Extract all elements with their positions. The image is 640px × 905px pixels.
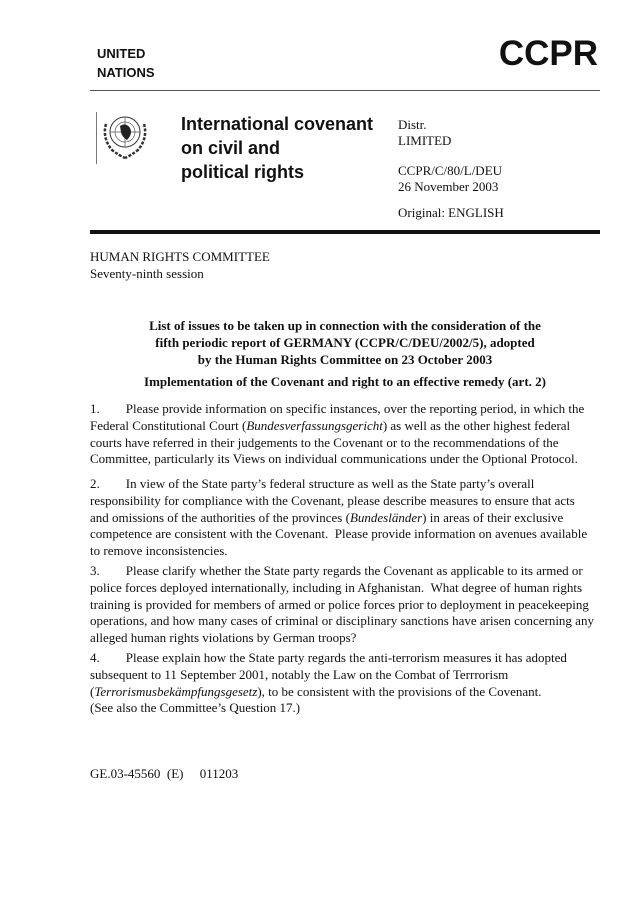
session: Seventy-ninth session (90, 265, 204, 281)
document-title (181, 112, 373, 184)
doc-date: 26 November 2003 (398, 179, 499, 194)
doc-series: CCPR (498, 34, 598, 73)
committee-name: HUMAN RIGHTS COMMITTEE (90, 249, 270, 264)
heading-line: List of issues to be taken up in connection with the consideration of the (149, 318, 541, 333)
divider (90, 90, 600, 91)
heading-line: fifth periodic report of GERMANY (CCPR/C/DEU/2002/5), adopted (155, 334, 535, 350)
paragraph-line: training is provided for members of armed or police forces prior to deployment in peacekeeping (90, 596, 589, 612)
paragraph-line: Federal Constitutional Court (Bundesverfassungsgericht) as well as the other highest federal (90, 417, 571, 433)
paragraph-line: to remove inconsistencies. (90, 543, 228, 559)
paragraph-4 (90, 650, 567, 717)
section-heading (90, 374, 600, 391)
document-meta (398, 117, 504, 221)
paragraph-3 (90, 563, 594, 647)
paragraph-2 (90, 476, 587, 560)
distr-label: Distr. (398, 117, 427, 132)
paragraph-line: courts have referred in their judgements to the Covenant or to the recommendations of the (90, 434, 559, 450)
org-line: NATIONS (97, 65, 155, 80)
paragraph-line: (Terrorismusbekämpfungsgesetz), to be consistent with the provisions of the Covenant. (90, 683, 542, 699)
paragraph-line: competence are consistent with the Covenant. Please provide information on avenues available (90, 526, 588, 542)
committee-info (90, 249, 270, 283)
job-number: GE.03-45560 (E) 011203 (90, 766, 239, 781)
org-name (97, 44, 155, 82)
paragraph-line: and omissions of the authorities of the provinces (Bundesländer) in areas of their exclusive (90, 509, 564, 525)
title-line: International covenant (181, 114, 374, 134)
distr-value: LIMITED (398, 133, 452, 148)
paragraph-line: (See also the Committee’s Question 17.) (90, 700, 301, 716)
subheading-text: Implementation of the Covenant and right to an effective remedy (art. 2) (144, 374, 546, 389)
main-heading (90, 318, 600, 368)
paragraph-line: 3. Please clarify whether the State party regards the Covenant as applicable to its armed or (90, 563, 583, 578)
paragraph-line: 1. Please provide information on specific instances, over the reporting period, in which the (90, 401, 585, 416)
un-emblem-icon (100, 110, 150, 162)
title-line: on civil and (181, 138, 281, 158)
paragraph-line: responsibility for compliance with the Covenant, please describe measures to ensure that acts (90, 492, 575, 508)
divider (96, 112, 97, 164)
paragraph-line: 4. Please explain how the State party regards the anti-terrorism measures it has adopted (90, 650, 567, 665)
org-line: UNITED (97, 46, 146, 61)
divider (90, 230, 600, 234)
paragraph-line: police forces deployed internationally, including in Afghanistan. What degree of human rights (90, 579, 583, 595)
paragraph-line: alleged human rights violations by German troops? (90, 630, 357, 646)
doc-symbol: CCPR/C/80/L/DEU (398, 163, 503, 178)
original-language: Original: ENGLISH (398, 205, 504, 220)
paragraph-line: Committee, particularly its Views on individual communications under the Optional Protocol. (90, 451, 578, 467)
paragraph-1 (90, 401, 584, 468)
paragraph-line: subsequent to 11 September 2001, notably the Law on the Combat of Terrrorism (90, 666, 509, 682)
title-line: political rights (181, 162, 305, 182)
paragraph-line: operations, and how many cases of criminal or disciplinary sanctions have arisen concerning any (90, 613, 594, 629)
heading-line: by the Human Rights Committee on 23 October 2003 (197, 351, 493, 367)
footer-code (90, 766, 238, 783)
paragraph-line: 2. In view of the State party’s federal structure as well as the State party’s overall (90, 476, 535, 491)
